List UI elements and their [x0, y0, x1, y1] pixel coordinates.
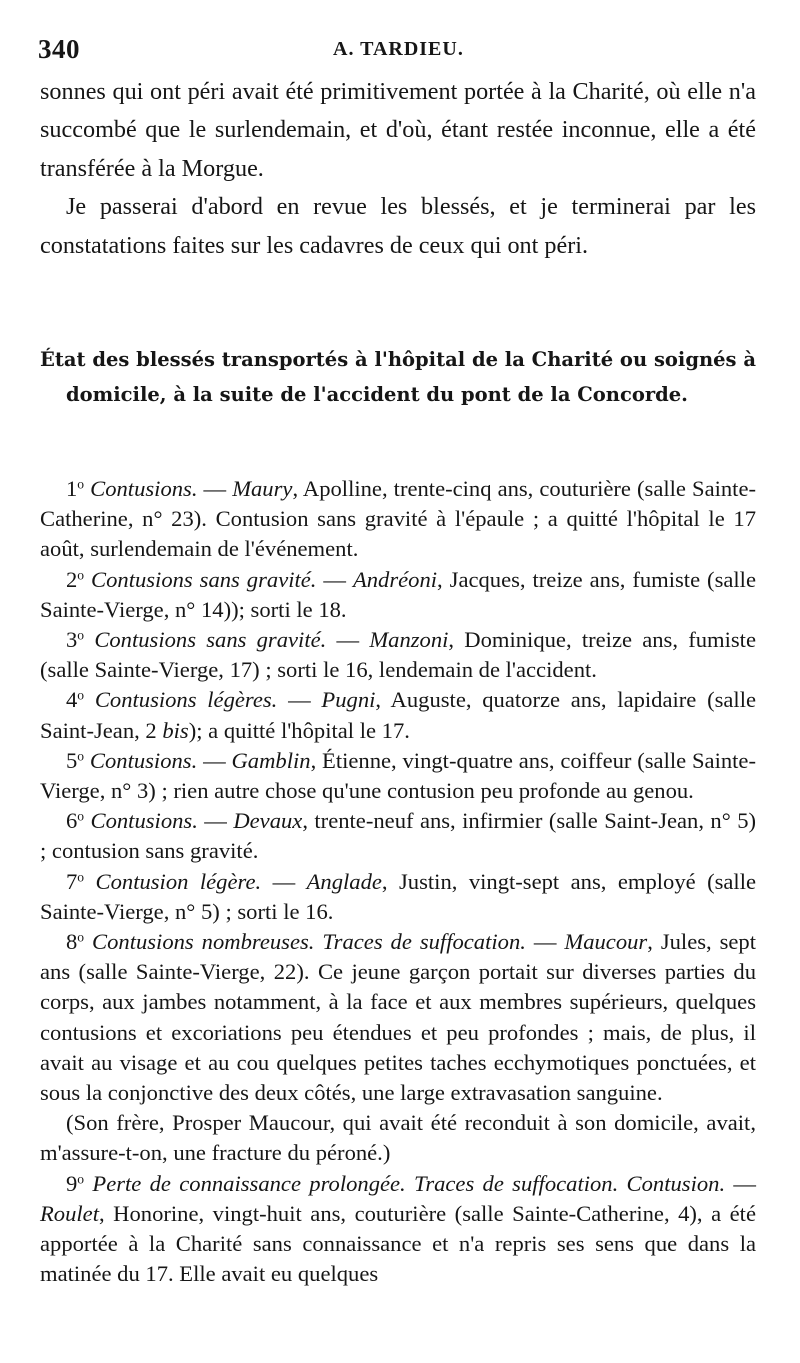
intro-paragraph: Je passerai d'abord en revue les blessés, et je terminerai par les constatations faites sur les cadavres de ceux qui ont péri.	[40, 193, 756, 259]
item-title: Contusions légères.	[94, 687, 278, 713]
patient-name: Maury	[232, 476, 293, 501]
ordinal-mark: o	[77, 687, 85, 703]
ordinal-mark: o	[77, 627, 85, 643]
item-text: ); a quitté l'hôpital le 17.	[188, 717, 410, 743]
item-number: 6	[66, 808, 78, 834]
intro-text	[40, 73, 756, 265]
bis-mark: bis	[162, 717, 189, 743]
ordinal-mark: o	[77, 1171, 85, 1187]
item-title: Perte de connaissance prolongée. Traces de suffocation. Contusion.	[92, 1170, 726, 1196]
item-number: 8	[66, 929, 78, 955]
item-title: Contusions.	[90, 808, 198, 834]
item-text: , Dominique, treize ans, fumiste (salle Sainte-Vierge, 17) ; sorti le 16, lendemain de l'accident.	[40, 627, 756, 683]
item-title: Contusion légère.	[95, 868, 262, 894]
list-item	[40, 474, 756, 565]
list-item	[40, 746, 756, 806]
page-number: 340	[38, 34, 80, 64]
note-paragraph: (Son frère, Prosper Maucour, qui avait été reconduit à son domicile, avait, m'assure-t-on, une fracture du péroné.)	[40, 1110, 756, 1166]
item-text: , trente-neuf ans, infirmier (salle Saint-Jean, n° 5) ; contusion sans gravité.	[40, 808, 757, 864]
item-number: 5	[66, 747, 78, 773]
patient-name: Maucour	[564, 929, 648, 955]
ordinal-mark: o	[77, 567, 85, 583]
item-number: 3	[66, 627, 78, 653]
item-number: 1	[66, 476, 78, 501]
section-heading	[40, 342, 756, 412]
dash: —	[197, 808, 234, 834]
patient-name: Andréoni	[352, 566, 438, 592]
list-item	[40, 806, 756, 866]
dash: —	[277, 687, 322, 713]
running-head: A. TARDIEU.	[333, 38, 464, 60]
list-item	[40, 685, 756, 745]
item-title: Contusions.	[89, 747, 198, 773]
dash: —	[197, 476, 233, 501]
ordinal-mark: o	[77, 748, 85, 764]
patient-name: Manzoni	[369, 627, 449, 653]
casualty-list	[40, 474, 756, 1289]
item-text: , Étienne, vingt-quatre ans, coiffeur (salle Sainte-Vierge, n° 3) ; rien autre chose qu'une contusion peu profonde au genou.	[40, 747, 756, 804]
list-item	[40, 625, 756, 685]
item-title: Contusions sans gravité.	[94, 627, 327, 653]
item-title: Contusions nombreuses. Traces de suffocation.	[92, 929, 526, 955]
list-item	[40, 565, 756, 625]
patient-name: Devaux	[233, 808, 303, 834]
item-text: , Auguste, quatorze ans, lapidaire (salle Saint-Jean, 2	[40, 687, 756, 743]
item-text: , Justin, vingt-sept ans, employé (salle Sainte-Vierge, n° 5) ; sorti le 16.	[40, 868, 757, 924]
ordinal-mark: o	[77, 929, 85, 945]
item-title: Contusions sans gravité.	[91, 566, 317, 592]
patient-name: Anglade	[306, 868, 382, 894]
intro-paragraph: sonnes qui ont péri avait été primitivement portée à la Charité, où elle n'a succombé que le surlendemain, et d'où, étant restée inconnue, elle a été transférée à la Morgue.	[40, 78, 756, 182]
section-heading-text: État des blessés transportés à l'hôpital de la Charité ou soignés à domicile, à la suite de l'accident du pont de la Concorde.	[40, 348, 756, 406]
item-text: , Honorine, vingt-huit ans, couturière (salle Sainte-Catherine, 4), a été apportée à la Charité sans connaissance et n'a repris ses sens que dans la matinée du 17. Elle avait eu quelques	[40, 1200, 756, 1287]
patient-name: Pugni	[321, 687, 376, 713]
ordinal-mark: o	[77, 869, 85, 885]
list-item	[40, 867, 756, 927]
item-text: , Apolline, trente-cinq ans, couturière (salle Sainte-Catherine, n° 23). Contusion sans gravité à l'épaule ; a quitté l'hôpital le 17 août, surlendemain de l'événement.	[40, 476, 756, 562]
item-number: 2	[66, 566, 78, 592]
dash: —	[725, 1170, 757, 1196]
item-number: 9	[66, 1170, 78, 1196]
patient-name: Roulet	[40, 1200, 99, 1226]
dash: —	[326, 627, 370, 653]
page-header	[0, 30, 800, 70]
item-number: 4	[66, 687, 78, 713]
ordinal-mark: o	[77, 808, 85, 824]
list-item	[40, 927, 756, 1108]
patient-name: Gamblin	[231, 747, 311, 773]
dash: —	[316, 566, 353, 592]
dash: —	[197, 747, 232, 773]
item-number: 7	[66, 868, 78, 894]
list-item	[40, 1169, 756, 1290]
dash: —	[261, 868, 307, 894]
item-title: Contusions.	[90, 476, 198, 501]
dash: —	[525, 929, 565, 955]
item-text: , Jules, sept ans (salle Sainte-Vierge, 22). Ce jeune garçon portait sur diverses parties du corps, aux jambes notamment, à la face et aux membres supérieurs, quelques contusions et excoriations peu étendues et peu profondes ; mais, de plus, il avait au visage et au cou quelques petites taches ecchymotiques ponctuées, et sous la conjonctive des deux côtés, une large extravasation sanguine.	[40, 929, 757, 1106]
item-text: , Jacques, treize ans, fumiste (salle Sainte-Vierge, n° 14)); sorti le 18.	[40, 566, 756, 622]
ordinal-mark: o	[77, 476, 85, 492]
